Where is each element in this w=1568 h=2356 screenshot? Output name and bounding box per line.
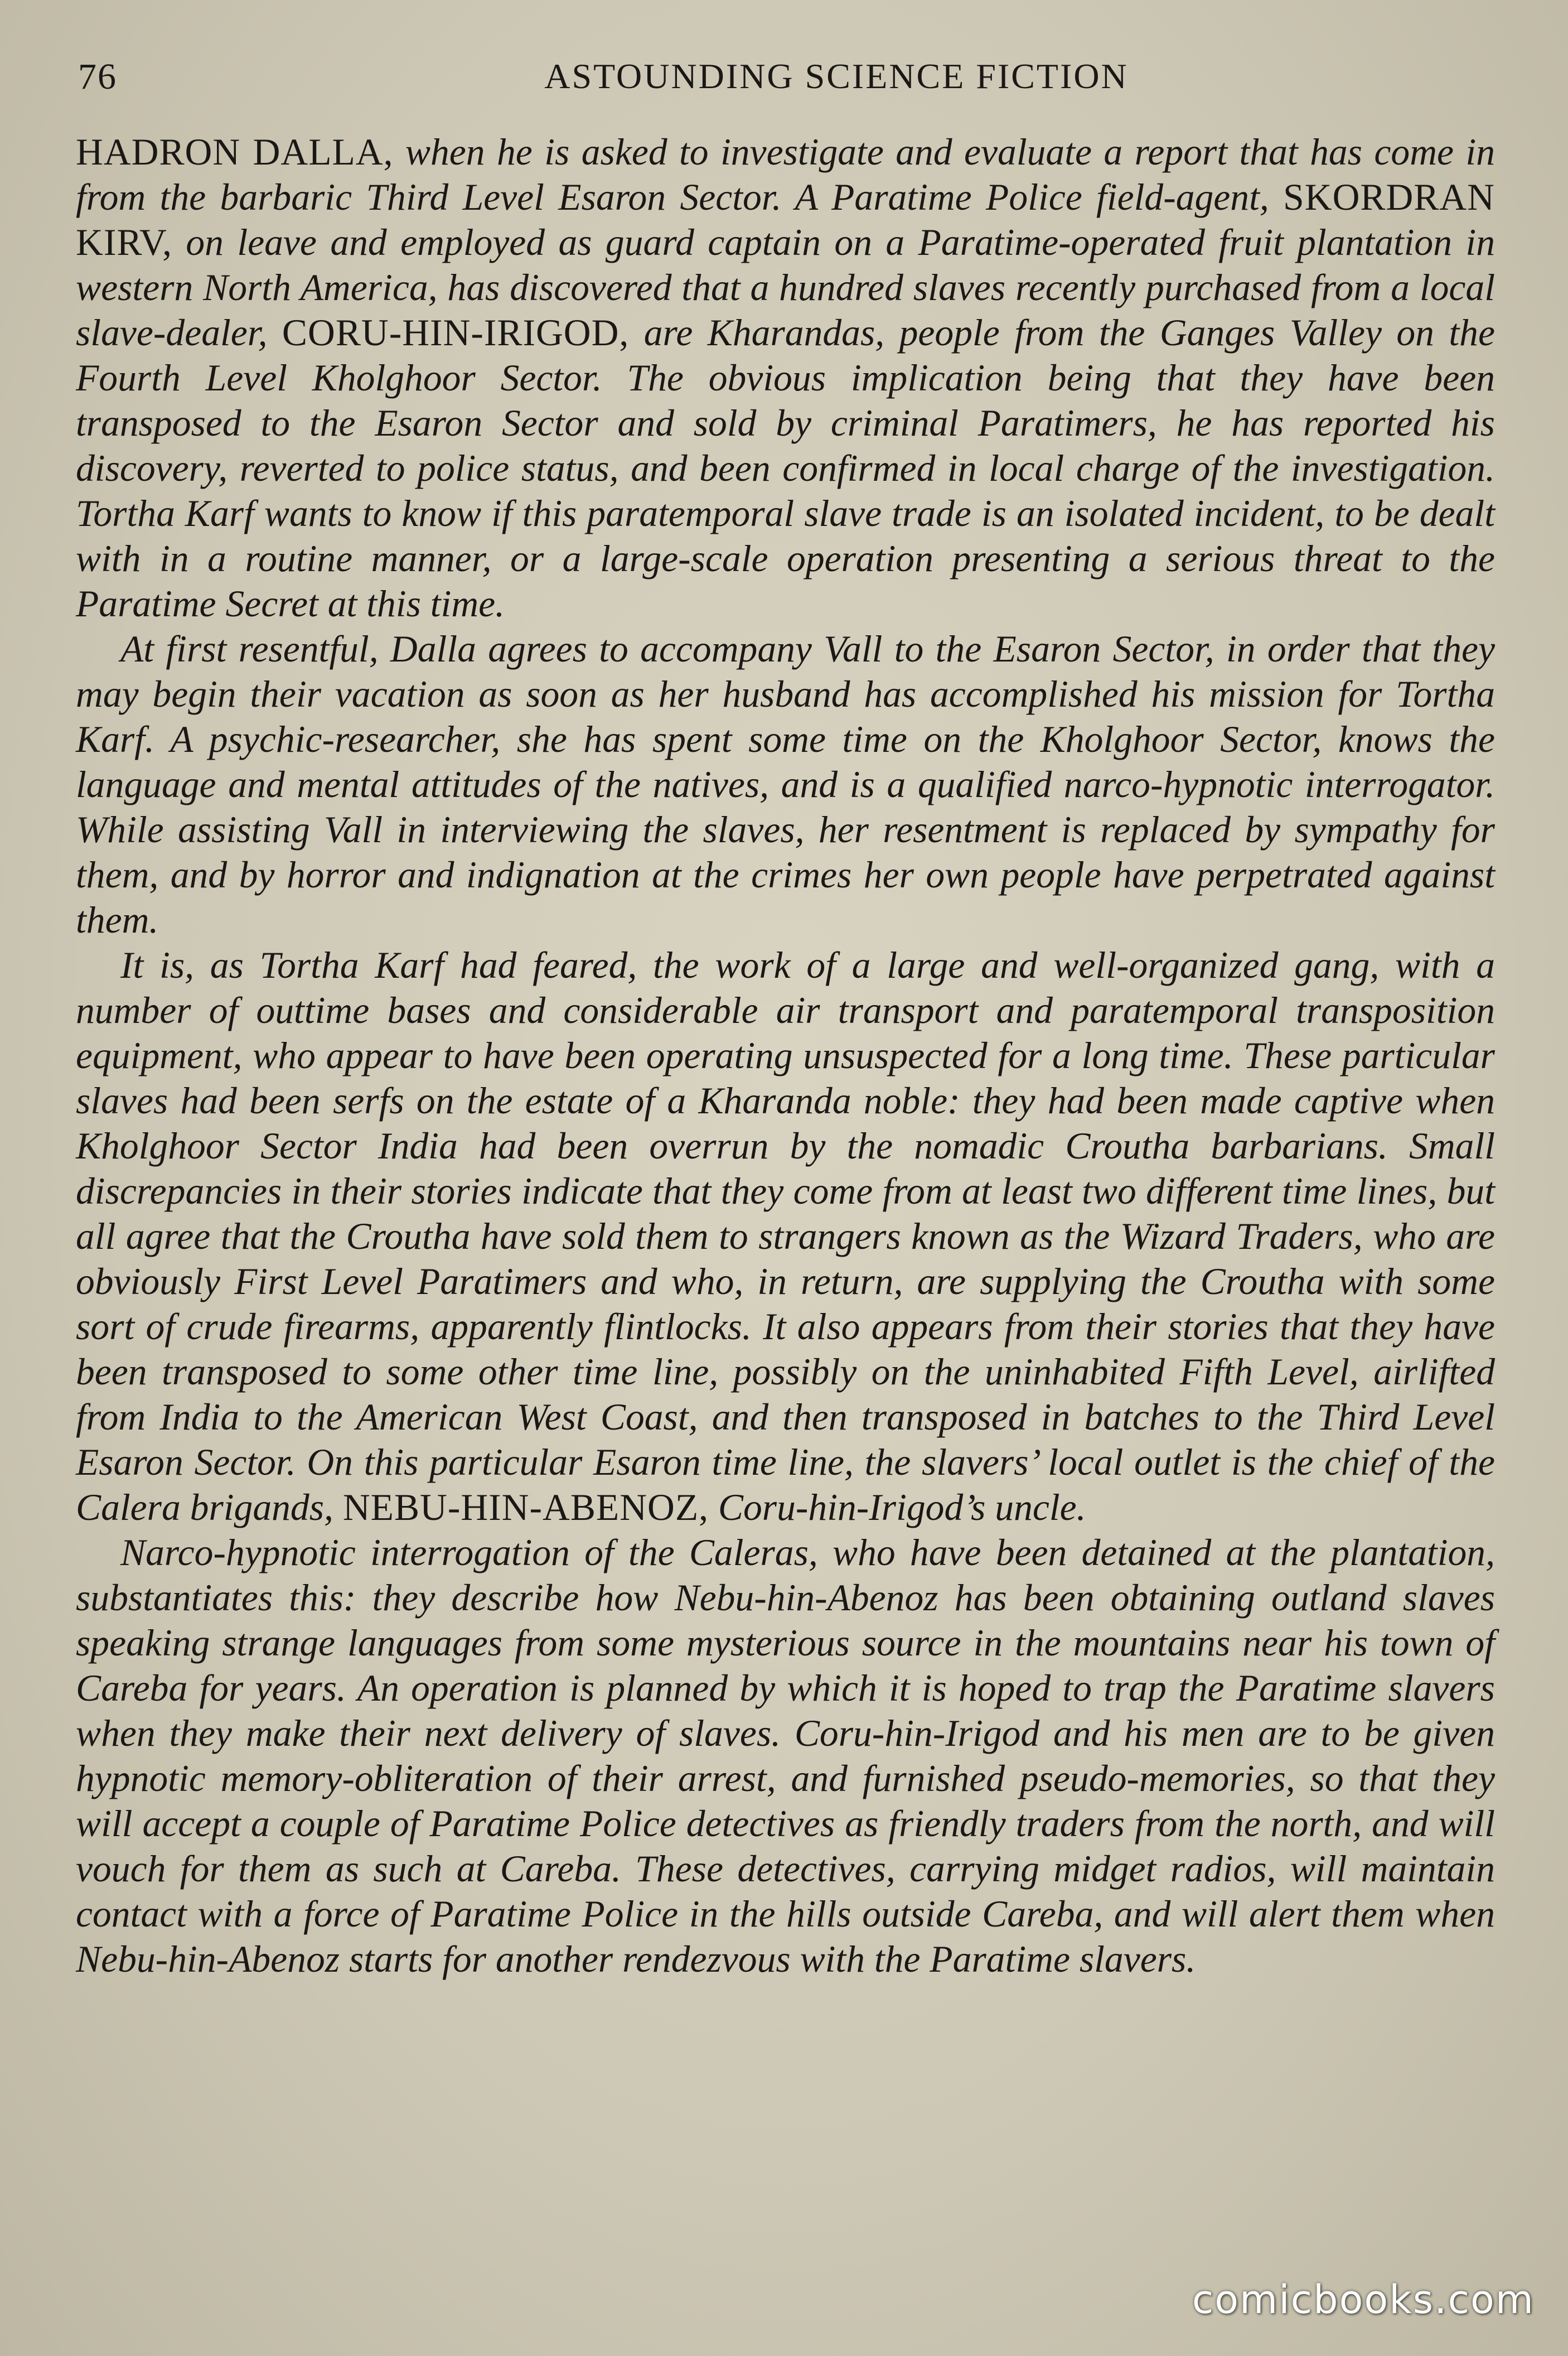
paragraph-text: are Kharandas, people from the Ganges Valley on the Fourth Level Kholghoor Sector. The obvious implication being that they have been transposed to the Esaron Sector and sold by criminal Paratimers, he has reported his discovery, reverted to police status, and been confirmed in local charge of the investigation. Tortha Karf wants to know if this paratemporal slave trade is an isolated incident, to be dealt with in a routine manner, or a large-scale operation presenting a serious threat to the Paratime Secret at this time.: [76, 312, 1495, 625]
paragraph-text: It is, as Tortha Karf had feared, the work of a large and well-organized gang, with a number of outtime bases and considerable air transport and paratemporal transposition equipment, who appear to have been operating unsuspected for a long time. These particular slaves had been serfs on the estate of a Kharanda noble: they had been made captive when Kholghoor Sector India had been overrun by the nomadic Croutha barbarians. Small discrepancies in their stories indicate that they come from at least two different time lines, but all agree that the Croutha have sold them to strangers known as the Wizard Traders, who are obviously First Level Paratimers and who, in return, are supplying the Croutha with some sort of crude firearms, apparently flintlocks. It also appears from their stories that they have been transposed to some other time line, possibly on the uninhabited Fifth Level, airlifted from India to the American West Coast, and then transposed in batches to the Third Level Esaron Sector. On this particular Esaron time line, the slavers’ local outlet is the chief of the Calera brigands,: [76, 944, 1495, 1528]
paragraph-text: on leave and employed as guard captain on a Paratime-operated fruit plantation in western North America, has discovered that a hundred slaves recently purchased from a local slave-dealer,: [76, 221, 1495, 354]
character-name: CORU-HIN-IRIGOD,: [282, 312, 630, 354]
page-header: [78, 56, 1500, 112]
paragraph-text: At first resentful, Dalla agrees to accompany Vall to the Esaron Sector, in order that they may begin their vacation as soon as her husband has accomplished his mission for Tortha Karf. A psychic-researcher, she has spent some time on the Kholghoor Sector, knows the language and mental attitudes of the natives, and is a qualified narco-hypnotic interrogator. While assisting Vall in interviewing the slaves, her resentment is replaced by sympathy for them, and by horror and indignation at the crimes her own people have perpetrated against them.: [76, 628, 1495, 941]
character-name: NEBU-HIN-ABENOZ,: [342, 1486, 709, 1528]
paragraph: [76, 1530, 1495, 1982]
character-name: HADRON DALLA,: [76, 131, 394, 173]
running-head-title: ASTOUNDING SCIENCE FICTION: [544, 56, 1129, 96]
character-name: SKORDRAN KIRV,: [76, 176, 1495, 263]
article-body: [76, 129, 1495, 1982]
paragraph-text: Narco-hypnotic interrogation of the Caleras, who have been detained at the plantation, substantiates this: they describe how Nebu-hin-Abenoz has been obtaining outland slaves speaking strange languages from some mysterious source in the mountains near his town of Careba for years. An operation is planned by which it is hoped to trap the Paratime slavers when they make their next delivery of slaves. Coru-hin-Irigod and his men are to be given hypnotic memory-obliteration of their arrest, and furnished pseudo-memories, so that they will accept a couple of Paratime Police detectives as friendly traders from the north, and will vouch for them as such at Careba. These detectives, carrying midget radios, will maintain contact with a force of Paratime Police in the hills outside Careba, and will alert them when Nebu-hin-Abenoz starts for another rendezvous with the Paratime slavers.: [76, 1532, 1495, 1980]
paragraph: [76, 626, 1495, 943]
watermark: comicbooks.com: [1192, 2277, 1535, 2323]
paragraph-text: Coru-hin-Irigod’s uncle.: [709, 1486, 1086, 1528]
page-number: 76: [78, 56, 117, 97]
paragraph-text: when he is asked to investigate and evaluate a report that has come in from the barbaric Third Level Esaron Sector. A Paratime Police field-agent,: [76, 131, 1495, 218]
paragraph: [76, 943, 1495, 1530]
paragraph: [76, 129, 1495, 626]
